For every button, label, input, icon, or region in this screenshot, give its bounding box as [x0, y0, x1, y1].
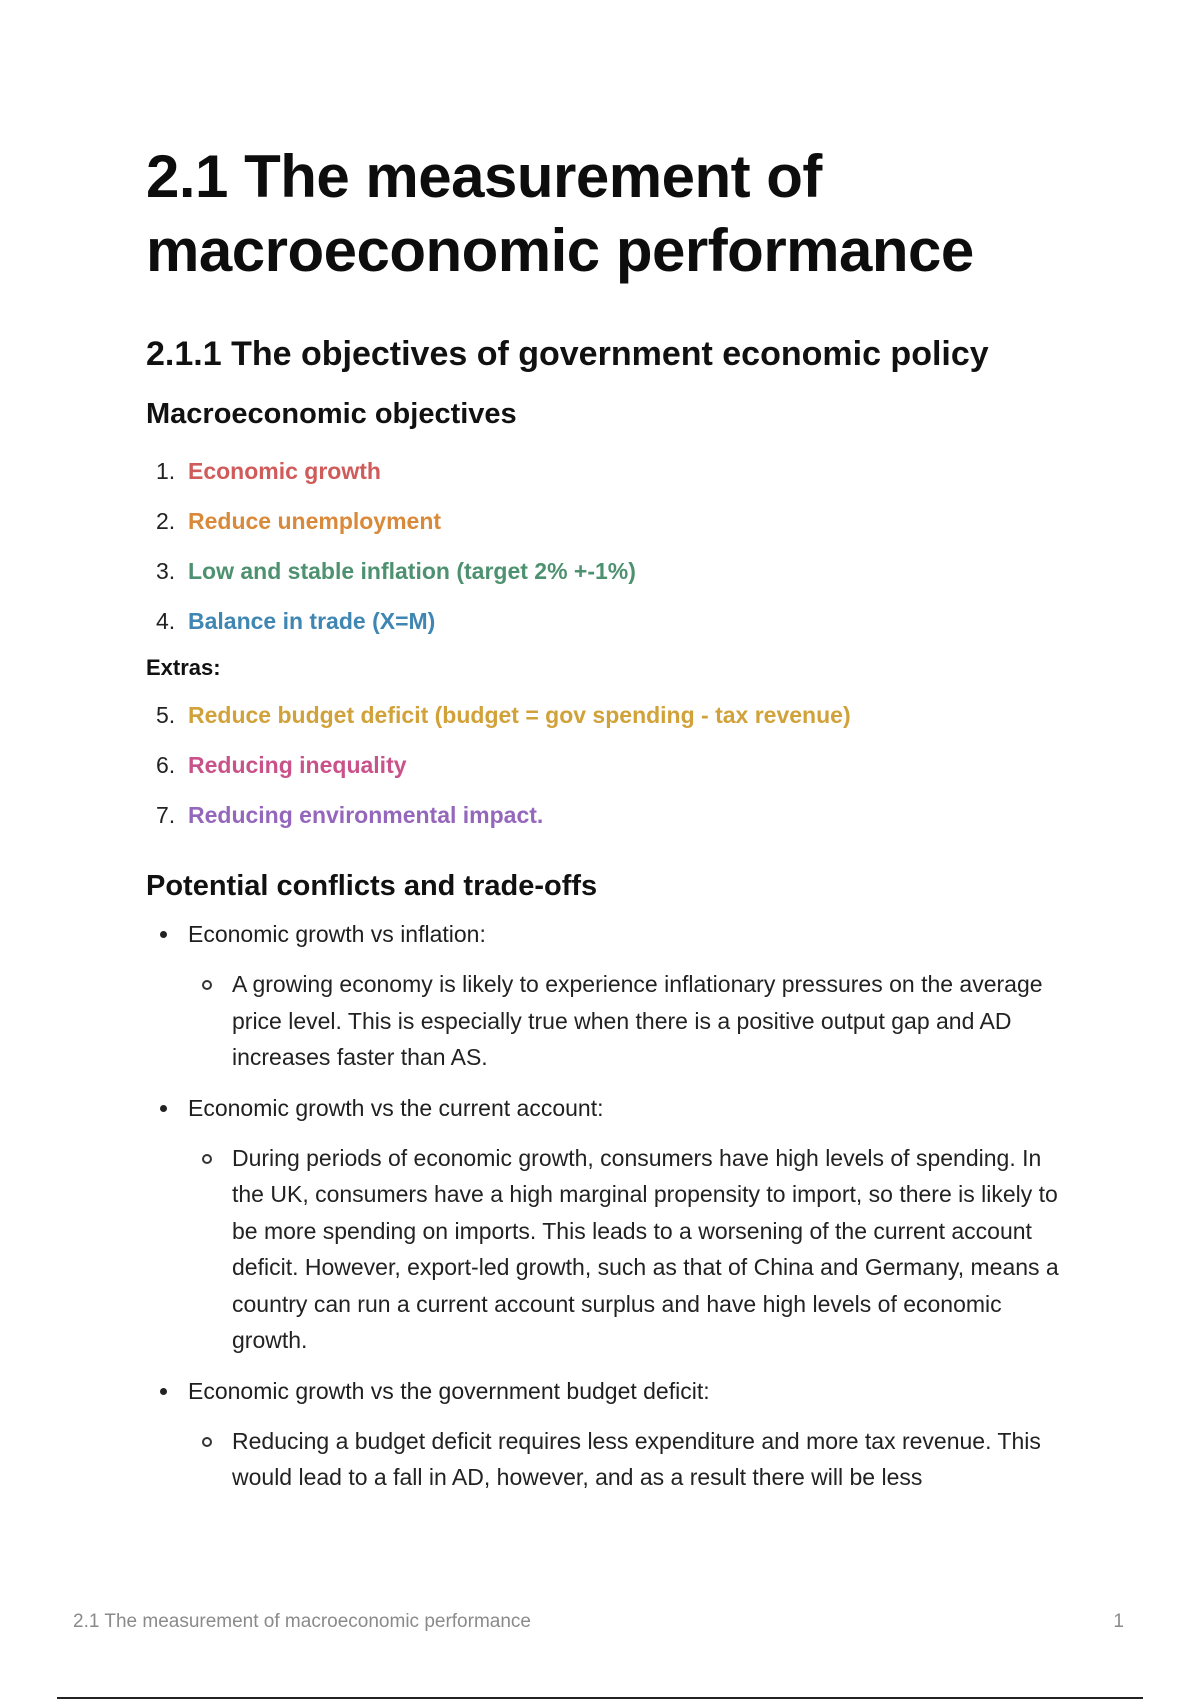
footer-title: 2.1 The measurement of macroeconomic performance — [73, 1611, 531, 1632]
bullet-icon — [160, 931, 167, 938]
circle-bullet-icon — [202, 1437, 212, 1447]
list-item: 3. Low and stable inflation (target 2% +-1%) — [156, 558, 636, 584]
conflicts-heading: Potential conflicts and trade-offs — [146, 870, 598, 902]
objectives-list — [146, 446, 1076, 646]
list-item: Economic growth vs the current account: During periods of economic growth, consumers have high levels of spending. In the UK, consumers have a high marginal propensity to import, so there is likely to be more spending on imports. This leads to a worsening of the current account deficit. However, export-led growth, such as that of China and Germany, means a country can run a current account surplus and have high levels of economic growth. — [146, 1090, 1076, 1359]
list-item: During periods of economic growth, consumers have high levels of spending. In the UK, consumers have a high marginal propensity to import, so there is likely to be more spending on imports. This leads to a worsening of the current account deficit. However, export-led growth, such as that of China and Germany, means a country can run a current account surplus and have high levels of economic growth. — [188, 1140, 1076, 1359]
list-item: 6. Reducing inequality — [156, 752, 407, 778]
list-item: 5. Reduce budget deficit (budget = gov spending - tax revenue) — [156, 702, 851, 728]
list-item: 2. Reduce unemployment — [156, 508, 442, 534]
page-title: 2.1 The measurement of macroeconomic performance — [146, 143, 974, 284]
circle-bullet-icon — [202, 1154, 212, 1164]
footer-divider — [57, 1697, 1143, 1699]
list-item: 1. Economic growth — [156, 458, 381, 484]
list-item: 4. Balance in trade (X=M) — [156, 608, 436, 634]
section-heading: 2.1.1 The objectives of government economic policy — [146, 335, 989, 373]
page-number: 1 — [1113, 1611, 1124, 1632]
bullet-icon — [160, 1105, 167, 1112]
circle-bullet-icon — [202, 980, 212, 990]
document-page — [146, 140, 1076, 1496]
extras-label: Extras: — [146, 655, 221, 680]
objectives-heading: Macroeconomic objectives — [146, 398, 517, 430]
list-item: Economic growth vs inflation: A growing economy is likely to experience inflationary pressures on the average price level. This is especially true when there is a positive output gap and AD increases faster than AS. — [146, 916, 1076, 1076]
list-item: A growing economy is likely to experience inflationary pressures on the average price level. This is especially true when there is a positive output gap and AD increases faster than AS. — [188, 966, 1076, 1076]
bullet-icon — [160, 1388, 167, 1395]
list-item: Reducing a budget deficit requires less expenditure and more tax revenue. This would lead to a fall in AD, however, and as a result there will be less — [188, 1423, 1076, 1496]
extras-list — [146, 690, 1076, 840]
list-item: 7. Reducing environmental impact. — [156, 802, 544, 828]
conflicts-list — [146, 916, 1076, 1496]
list-item: Economic growth vs the government budget deficit: Reducing a budget deficit requires less expenditure and more tax revenue. This would lead to a fall in AD, however, and as a result there will be less — [146, 1373, 1076, 1496]
